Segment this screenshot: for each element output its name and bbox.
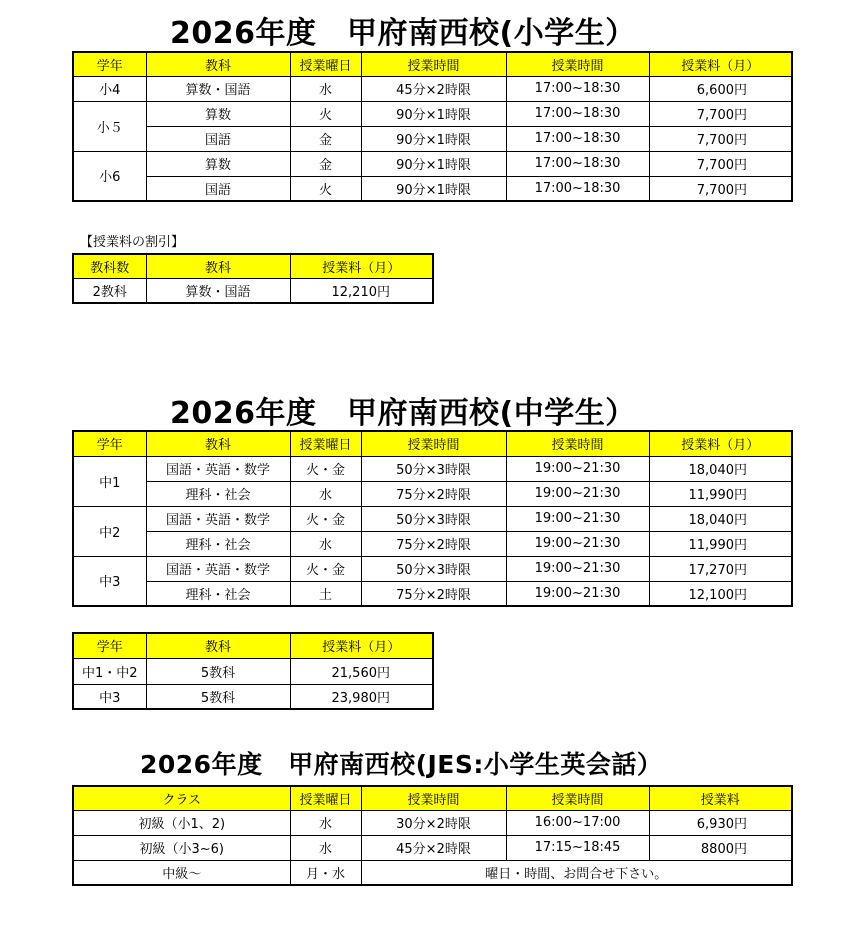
fee-cell: 7,700円 — [649, 101, 792, 126]
elementary-title: 2026年度 甲府南西校(小学生） — [170, 16, 636, 51]
table-row — [73, 101, 792, 126]
lessons-cell: 45分×2時限 — [361, 835, 506, 860]
lessons-cell: 45分×2時限 — [361, 76, 506, 101]
lessons-cell: 50分×3時限 — [361, 556, 506, 581]
lessons-cell: 90分×1時限 — [361, 151, 506, 176]
fee-cell: 6,930円 — [649, 810, 792, 835]
subject-cell: 算数・国語 — [146, 278, 290, 303]
table-row — [73, 126, 792, 151]
header-time: 授業時間 — [506, 52, 649, 76]
fee-cell: 6,600円 — [649, 76, 792, 101]
fee-cell: 7,700円 — [649, 151, 792, 176]
table-row — [73, 456, 792, 481]
subject-cell: 理科・社会 — [146, 581, 290, 606]
junior-package-table — [72, 632, 434, 710]
day-cell: 水 — [290, 835, 361, 860]
subject-cell: 国語・英語・数学 — [146, 456, 290, 481]
header-count: 教科数 — [73, 254, 146, 278]
header-day: 授業曜日 — [290, 52, 361, 76]
grade-cell: 中1・中2 — [73, 658, 146, 684]
subject-cell: 理科・社会 — [146, 531, 290, 556]
fee-cell: 7,700円 — [649, 126, 792, 151]
header-grade: 学年 — [73, 431, 146, 456]
header-subject: 教科 — [146, 254, 290, 278]
header-class: クラス — [73, 786, 290, 810]
day-cell: 水 — [290, 76, 361, 101]
table-row — [73, 151, 792, 176]
lessons-cell: 30分×2時限 — [361, 810, 506, 835]
fee-cell: 17,270円 — [649, 556, 792, 581]
table-row — [73, 658, 433, 684]
header-fee: 授業料 — [649, 786, 792, 810]
class-cell: 中級～ — [73, 860, 290, 885]
header-grade: 学年 — [73, 52, 146, 76]
table-row — [73, 481, 792, 506]
fee-cell: 8800円 — [649, 835, 792, 860]
header-day: 授業曜日 — [290, 431, 361, 456]
subject-cell: 算数 — [146, 151, 290, 176]
discount-table — [72, 253, 434, 304]
lessons-cell: 90分×1時限 — [361, 176, 506, 201]
table-header-row — [73, 254, 433, 278]
header-fee: 授業料（月） — [290, 254, 433, 278]
header-lessons: 授業時間 — [361, 431, 506, 456]
grade-cell: 小6 — [73, 151, 146, 201]
subject-cell: 国語 — [146, 176, 290, 201]
lessons-cell: 75分×2時限 — [361, 481, 506, 506]
table-row — [73, 860, 792, 885]
inquiry-note: 曜日・時間、お問合せ下さい。 — [361, 860, 792, 885]
table-row — [73, 278, 433, 303]
header-subject: 教科 — [146, 431, 290, 456]
time-cell: 19:00~21:30 — [506, 581, 649, 606]
grade-cell: 中3 — [73, 684, 146, 709]
subject-cell: 国語・英語・数学 — [146, 556, 290, 581]
grade-cell: 中1 — [73, 456, 146, 506]
time-cell: 16:00~17:00 — [506, 810, 649, 835]
subject-cell: 5教科 — [146, 684, 290, 709]
fee-cell: 7,700円 — [649, 176, 792, 201]
subject-cell: 算数 — [146, 101, 290, 126]
time-cell: 19:00~21:30 — [506, 556, 649, 581]
lessons-cell: 90分×1時限 — [361, 101, 506, 126]
time-cell: 17:00~18:30 — [506, 176, 649, 201]
time-cell: 17:00~18:30 — [506, 126, 649, 151]
fee-cell: 23,980円 — [290, 684, 433, 709]
subject-cell: 国語 — [146, 126, 290, 151]
fee-cell: 18,040円 — [649, 456, 792, 481]
junior-title: 2026年度 甲府南西校(中学生） — [170, 396, 636, 431]
day-cell: 金 — [290, 151, 361, 176]
day-cell: 水 — [290, 481, 361, 506]
header-lessons: 授業時間 — [361, 786, 506, 810]
subject-cell: 国語・英語・数学 — [146, 506, 290, 531]
grade-cell: 中2 — [73, 506, 146, 556]
table-row — [73, 531, 792, 556]
lessons-cell: 50分×3時限 — [361, 506, 506, 531]
lessons-cell: 50分×3時限 — [361, 456, 506, 481]
header-lessons: 授業時間 — [361, 52, 506, 76]
time-cell: 17:00~18:30 — [506, 76, 649, 101]
time-cell: 19:00~21:30 — [506, 481, 649, 506]
fee-cell: 11,990円 — [649, 481, 792, 506]
header-subject: 教科 — [146, 633, 290, 658]
day-cell: 火・金 — [290, 456, 361, 481]
time-cell: 19:00~21:30 — [506, 456, 649, 481]
header-fee: 授業料（月） — [290, 633, 433, 658]
day-cell: 火 — [290, 101, 361, 126]
time-cell: 17:00~18:30 — [506, 101, 649, 126]
lessons-cell: 90分×1時限 — [361, 126, 506, 151]
table-row — [73, 76, 792, 101]
fee-cell: 18,040円 — [649, 506, 792, 531]
jes-table — [72, 785, 793, 886]
header-fee: 授業料（月） — [649, 52, 792, 76]
table-header-row — [73, 431, 792, 456]
discount-caption: 【授業料の割引】 — [80, 235, 185, 250]
table-row — [73, 835, 792, 860]
lessons-cell: 75分×2時限 — [361, 531, 506, 556]
time-cell: 17:15~18:45 — [506, 835, 649, 860]
table-row — [73, 810, 792, 835]
table-row — [73, 684, 433, 709]
header-fee: 授業料（月） — [649, 431, 792, 456]
grade-cell: 中3 — [73, 556, 146, 606]
grade-cell: 小4 — [73, 76, 146, 101]
fee-cell: 11,990円 — [649, 531, 792, 556]
grade-cell: 小５ — [73, 101, 146, 151]
time-cell: 19:00~21:30 — [506, 506, 649, 531]
jes-title: 2026年度 甲府南西校(JES:小学生英会話） — [140, 750, 663, 779]
header-time: 授業時間 — [506, 431, 649, 456]
class-cell: 初級（小3~6) — [73, 835, 290, 860]
header-grade: 学年 — [73, 633, 146, 658]
time-cell: 19:00~21:30 — [506, 531, 649, 556]
fee-cell: 21,560円 — [290, 658, 433, 684]
day-cell: 水 — [290, 810, 361, 835]
table-header-row — [73, 786, 792, 810]
header-subject: 教科 — [146, 52, 290, 76]
day-cell: 土 — [290, 581, 361, 606]
table-row — [73, 581, 792, 606]
subject-cell: 算数・国語 — [146, 76, 290, 101]
fee-cell: 12,100円 — [649, 581, 792, 606]
time-cell: 17:00~18:30 — [506, 151, 649, 176]
subject-cell: 5教科 — [146, 658, 290, 684]
lessons-cell: 75分×2時限 — [361, 581, 506, 606]
table-header-row — [73, 52, 792, 76]
day-cell: 水 — [290, 531, 361, 556]
table-row — [73, 556, 792, 581]
day-cell: 金 — [290, 126, 361, 151]
count-cell: 2教科 — [73, 278, 146, 303]
junior-table — [72, 430, 793, 607]
day-cell: 月・水 — [290, 860, 361, 885]
header-time: 授業時間 — [506, 786, 649, 810]
header-day: 授業曜日 — [290, 786, 361, 810]
class-cell: 初級（小1、2) — [73, 810, 290, 835]
table-header-row — [73, 633, 433, 658]
table-row — [73, 506, 792, 531]
elementary-table — [72, 51, 793, 202]
fee-cell: 12,210円 — [290, 278, 433, 303]
subject-cell: 理科・社会 — [146, 481, 290, 506]
day-cell: 火 — [290, 176, 361, 201]
day-cell: 火・金 — [290, 506, 361, 531]
day-cell: 火・金 — [290, 556, 361, 581]
table-row — [73, 176, 792, 201]
